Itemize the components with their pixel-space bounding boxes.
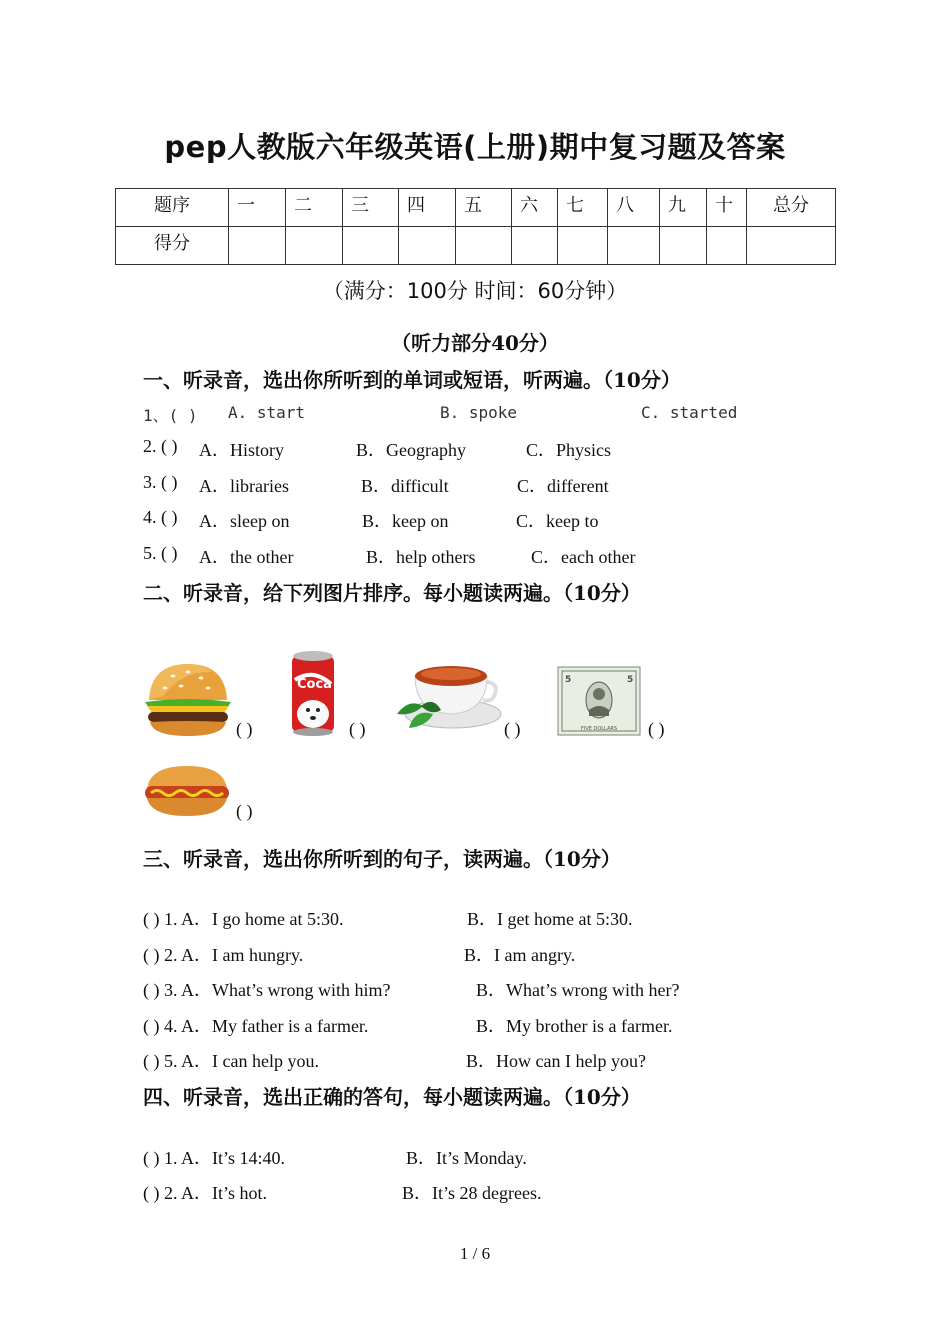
s1-q2-num: 2. ( ) — [143, 436, 178, 456]
s1-q5-option-c: C．each other — [531, 547, 636, 567]
score-header-cell: 七 — [558, 189, 608, 227]
score-time-info: （满分：100分 时间：60分钟） — [322, 279, 628, 303]
picture-blank-4[interactable]: ( ) — [648, 719, 665, 739]
section4-heading: 四、听录音，选出正确的答句，每小题读两遍。（10分） — [143, 1085, 641, 1109]
dollar-bill-icon — [557, 666, 641, 736]
score-header-cell: 题序 — [116, 189, 229, 227]
score-table — [115, 188, 836, 265]
svg-text:5: 5 — [565, 675, 572, 685]
listening-part-heading: （听力部分40分） — [391, 331, 559, 355]
s3-q4-option-a: ( ) 4. A．My father is a farmer. — [143, 1016, 369, 1036]
s3-q5-option-b: B．How can I help you? — [466, 1051, 646, 1071]
s1-q3-num: 3. ( ) — [143, 472, 178, 492]
score-cell[interactable] — [707, 227, 747, 265]
page-title: pep人教版六年级英语(上册)期中复习题及答案 — [164, 130, 786, 164]
score-cell[interactable] — [399, 227, 456, 265]
score-cell[interactable] — [456, 227, 512, 265]
s1-q1-option-a: A. start — [228, 403, 306, 422]
s1-q2-option-a: A．History — [199, 440, 284, 460]
cola-can-icon — [289, 650, 337, 736]
score-header-cell: 二 — [286, 189, 343, 227]
s1-q5-num: 5. ( ) — [143, 543, 178, 563]
s3-q2-option-a: ( ) 2. A．I am hungry. — [143, 945, 304, 965]
s1-q5-option-b: B．help others — [366, 547, 476, 567]
score-table-score-row — [116, 227, 836, 265]
s3-q3-option-a: ( ) 3. A．What’s wrong with him? — [143, 980, 391, 1000]
section2-heading: 二、听录音，给下列图片排序。每小题读两遍。（10分） — [143, 581, 641, 605]
picture-blank-5[interactable]: ( ) — [236, 801, 253, 821]
tea-cup-icon — [393, 656, 503, 736]
s4-q2-option-b: B．It’s 28 degrees. — [402, 1183, 542, 1203]
score-header-cell: 三 — [343, 189, 399, 227]
score-header-cell: 五 — [456, 189, 512, 227]
section1-heading: 一、听录音，选出你所听到的单词或短语，听两遍。（10分） — [143, 368, 681, 392]
score-header-cell: 一 — [229, 189, 286, 227]
score-cell[interactable] — [229, 227, 286, 265]
picture-blank-1[interactable]: ( ) — [236, 719, 253, 739]
score-cell[interactable] — [343, 227, 399, 265]
s1-q2-option-c: C．Physics — [526, 440, 612, 460]
s1-q4-num: 4. ( ) — [143, 507, 178, 527]
s1-q1-option-b: B. spoke — [440, 403, 518, 422]
s1-q2-option-b: B．Geography — [356, 440, 466, 460]
score-cell[interactable] — [747, 227, 836, 265]
page-number: 1 / 6 — [459, 1244, 491, 1263]
svg-text:5: 5 — [627, 675, 634, 685]
score-cell[interactable] — [558, 227, 608, 265]
s3-q1-option-a: ( ) 1. A．I go home at 5:30. — [143, 909, 344, 929]
hotdog-icon — [143, 762, 231, 818]
s3-q1-option-b: B．I get home at 5:30. — [467, 909, 633, 929]
section3-heading: 三、听录音，选出你所听到的句子，读两遍。（10分） — [143, 847, 621, 871]
svg-text:Coca: Coca — [297, 677, 332, 692]
s3-q4-option-b: B．My brother is a farmer. — [476, 1016, 673, 1036]
score-cell[interactable] — [608, 227, 660, 265]
score-cell[interactable] — [660, 227, 707, 265]
dollar-bill-text: FIVE DOLLARS — [580, 726, 618, 732]
score-cell[interactable] — [512, 227, 558, 265]
s1-q4-option-c: C．keep to — [516, 511, 599, 531]
s1-q4-option-b: B．keep on — [362, 511, 449, 531]
picture-blank-3[interactable]: ( ) — [504, 719, 521, 739]
s3-q3-option-b: B．What’s wrong with her? — [476, 980, 680, 1000]
s1-q5-option-a: A．the other — [199, 547, 294, 567]
score-header-cell: 六 — [512, 189, 558, 227]
s1-q1-num: 1、( ) — [143, 406, 198, 425]
s1-q3-option-b: B．difficult — [361, 476, 449, 496]
hamburger-icon — [143, 660, 233, 738]
s4-q1-option-a: ( ) 1. A．It’s 14:40. — [143, 1148, 285, 1168]
score-header-cell: 四 — [399, 189, 456, 227]
s1-q4-option-a: A．sleep on — [199, 511, 290, 531]
s3-q2-option-b: B．I am angry. — [464, 945, 576, 965]
score-row-label: 得分 — [116, 227, 229, 265]
score-table-header-row — [116, 189, 836, 227]
score-header-cell: 九 — [660, 189, 707, 227]
picture-blank-2[interactable]: ( ) — [349, 719, 366, 739]
s1-q3-option-c: C．different — [517, 476, 609, 496]
score-header-cell: 八 — [608, 189, 660, 227]
s3-q5-option-a: ( ) 5. A．I can help you. — [143, 1051, 319, 1071]
score-cell[interactable] — [286, 227, 343, 265]
s4-q1-option-b: B．It’s Monday. — [406, 1148, 527, 1168]
score-header-cell: 总分 — [747, 189, 836, 227]
s1-q3-option-a: A．libraries — [199, 476, 289, 496]
s4-q2-option-a: ( ) 2. A．It’s hot. — [143, 1183, 267, 1203]
s1-q1-option-c: C. started — [641, 403, 738, 422]
score-header-cell: 十 — [707, 189, 747, 227]
